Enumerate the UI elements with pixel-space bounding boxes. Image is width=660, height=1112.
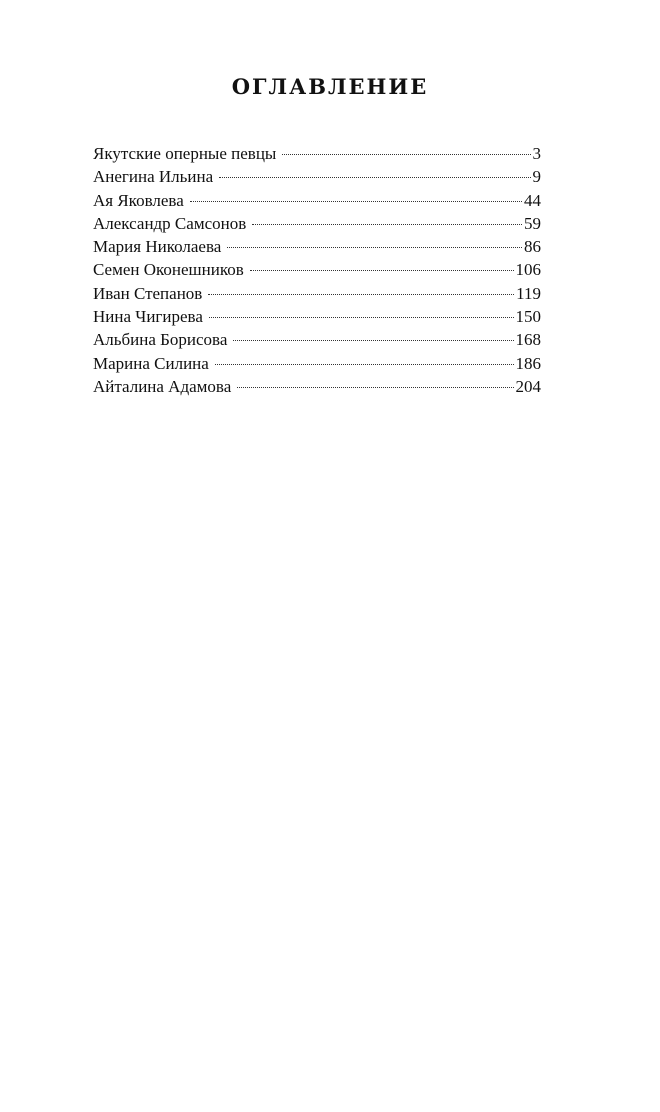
toc-entry-title: Айталина Адамова — [93, 376, 232, 396]
dot-leader — [209, 317, 514, 318]
toc-entry-page: 119 — [516, 283, 541, 303]
toc-entry-title: Александр Самсонов — [93, 213, 247, 233]
toc-entry-title: Марина Силина — [93, 353, 209, 373]
toc-entry — [93, 352, 541, 375]
toc-entry-page: 204 — [515, 376, 541, 396]
page-title: ОГЛАВЛЕНИЕ — [231, 74, 429, 99]
toc-entry-page: 44 — [524, 190, 541, 210]
dot-leader — [233, 340, 513, 341]
toc-entry — [93, 375, 541, 398]
dot-leader — [208, 294, 514, 295]
toc-entry-title: Ая Яковлева — [93, 190, 184, 210]
toc-entry-page: 150 — [515, 307, 541, 327]
dot-leader — [227, 247, 522, 248]
toc-entry — [93, 165, 541, 188]
toc-entry-page: 106 — [515, 260, 541, 280]
toc-entry — [93, 328, 541, 351]
toc-entry-title: Якутские оперные певцы — [93, 144, 277, 163]
toc-entry — [93, 212, 541, 235]
dot-leader — [250, 270, 514, 271]
toc-entry-title: Мария Николаева — [93, 237, 222, 257]
toc-entry-title: Нина Чигирева — [93, 307, 203, 327]
toc-entry-page: 59 — [524, 213, 541, 233]
toc-entry-title: Анегина Ильина — [93, 167, 214, 187]
toc-entry-title: Иван Степанов — [93, 283, 203, 303]
toc-entry — [93, 305, 541, 328]
toc-entry — [93, 282, 541, 305]
toc-entry-page: 86 — [524, 237, 541, 257]
toc-entry-page: 168 — [515, 330, 541, 350]
dot-leader — [219, 177, 530, 178]
toc-entry-page: 186 — [515, 353, 541, 373]
dot-leader — [215, 364, 514, 365]
toc-entry — [93, 142, 541, 165]
toc-entry — [93, 235, 541, 258]
dot-leader — [190, 201, 522, 202]
toc-entry-title: Семен Оконешников — [93, 260, 244, 280]
toc-entry-page: 3 — [532, 144, 541, 163]
dot-leader — [252, 224, 522, 225]
toc-entry-title: Альбина Борисова — [93, 330, 228, 350]
toc-entry — [93, 258, 541, 281]
dot-leader — [237, 387, 513, 388]
toc-entry — [93, 189, 541, 212]
toc-entry-page: 9 — [532, 167, 541, 187]
dot-leader — [282, 154, 530, 155]
table-of-contents — [93, 142, 541, 398]
